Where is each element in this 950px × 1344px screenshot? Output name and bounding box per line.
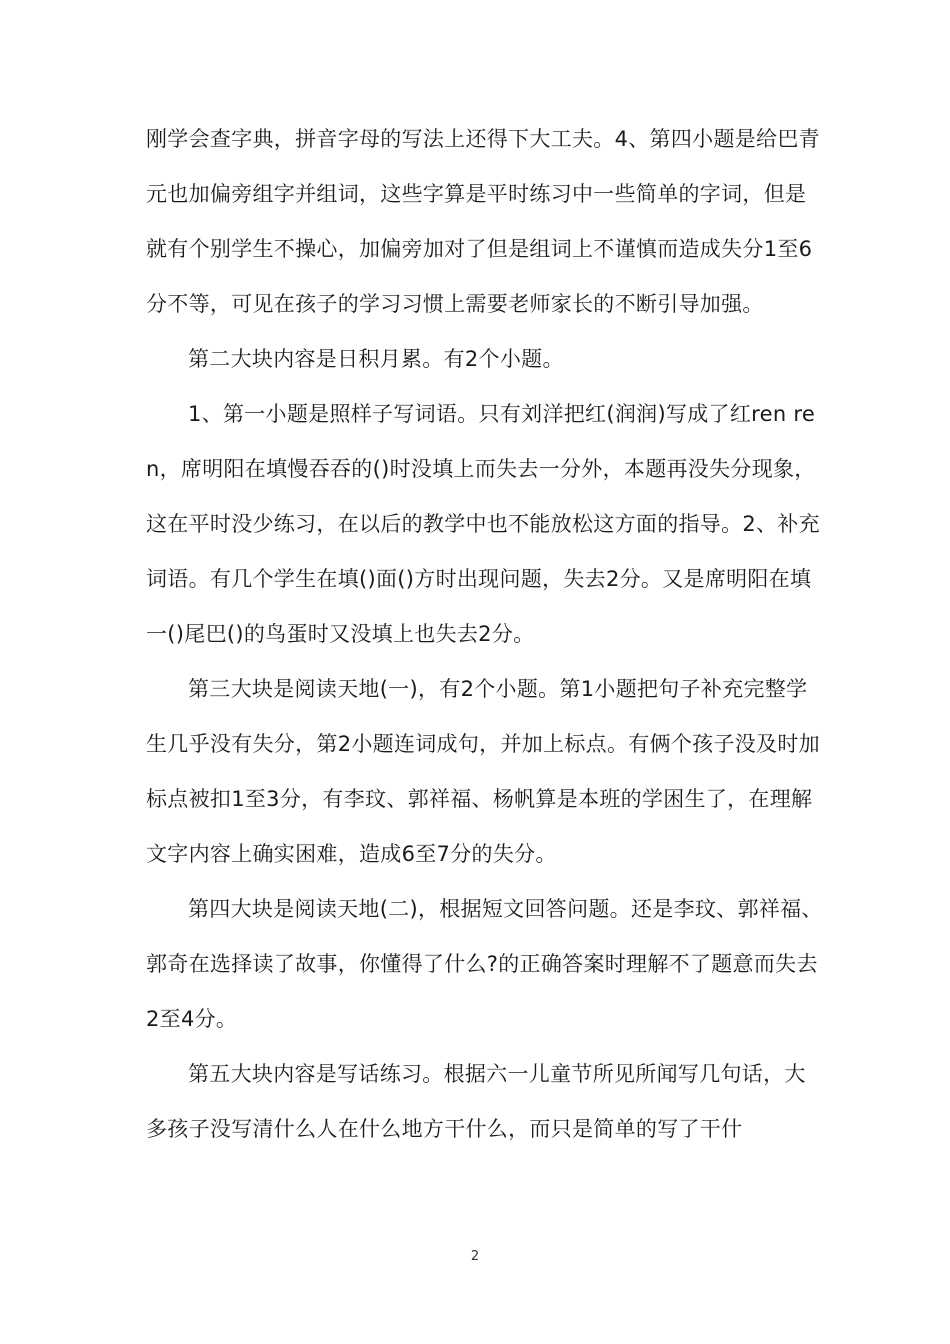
paragraph: 第四大块是阅读天地(二)，根据短文回答问题。还是李玟、郭祥福、郭奇在选择读了故事，你懂得了什么?的正确答案时理解不了题意而失去2至4分。 [146,897,823,1031]
paragraph: 第二大块内容是日积月累。有2个小题。 [188,347,564,371]
paragraph: 1、第一小题是照样子写词语。只有刘洋把红(润润)写成了红ren ren，席明阳在填慢吞吞的()时没填上而失去一分外，本题再没失分现象，这在平时没少练习，在以后的教学中也不能放松这方面的指导。2、补充词语。有几个学生在填()面()方时出现问题，失去2分。又是席明阳在填一()尾巴()的鸟蛋时又没填上也失去2分。 [146,402,820,646]
document-body [146,112,826,1157]
paragraph: 刚学会查字典，拼音字母的写法上还得下大工夫。4、第四小题是给巴青元也加偏旁组字并组词，这些字算是平时练习中一些简单的字词，但是就有个别学生不操心，加偏旁加对了但是组词上不谨慎而造成失分1至6分不等，可见在孩子的学习习惯上需要老师家长的不断引导加强。 [146,127,820,316]
paragraph: 第五大块内容是写话练习。根据六一儿童节所见所闻写几句话，大多孩子没写清什么人在什么地方干什么，而只是简单的写了干什 [146,1062,806,1141]
page-number: 2 [470,1249,480,1264]
paragraph: 第三大块是阅读天地(一)，有2个小题。第1小题把句子补充完整学生几乎没有失分，第2小题连词成句，并加上标点。有俩个孩子没及时加标点被扣1至3分，有李玟、郭祥福、杨帆算是本班的学困生了，在理解文字内容上确实困难，造成6至7分的失分。 [146,677,820,866]
